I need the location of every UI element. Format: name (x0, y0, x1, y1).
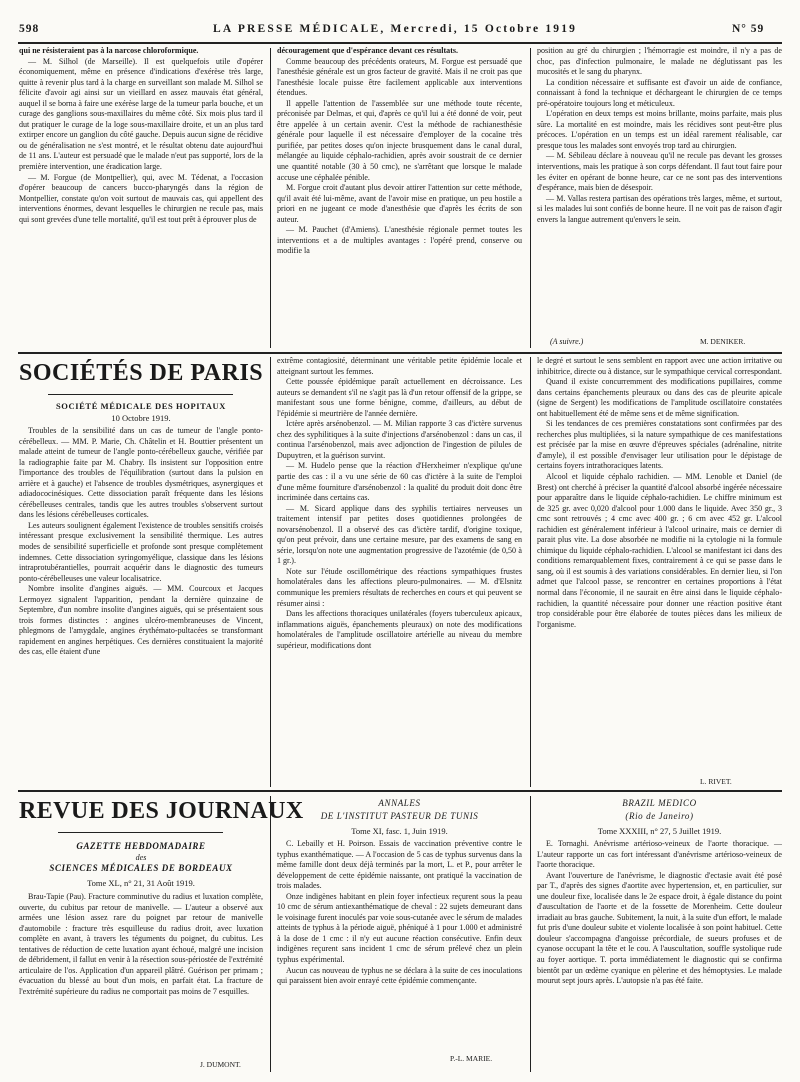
paragraph: Onze indigènes habitant en plein foyer infectieux reçurent sous la peau 10 cmc de sérum antiexanthématique de cheval : 22 sujets demeurant dans le voisinage furent inoculés par voie sous-cutanée avec le sérum de malades atteints de typhus à la période aiguë, phéniqué à 1 pour 1.000 et administré à la dose de 1 cmc : il n'y eut aucune réaction consécutive. Enfin deux indigènes reçurent sans incident 1 cmc de sérum prélevé chez un plein typhus expérimental. (277, 891, 522, 965)
author-signature: J. DUMONT. (200, 1060, 241, 1069)
journal-issue: Tome XXXIII, n° 27, 5 Juillet 1919. (597, 826, 722, 836)
journal-abstract (537, 839, 782, 1074)
top-column-2 (277, 46, 522, 351)
page-number: 598 (19, 23, 40, 35)
paragraph: Quand il existe concurremment des modifications pupillaires, comme dans certains épanchements pleuraux ou dans des cas de pleurite apicale (signe de Sergent) les modifications de l'amplitude oscillatoire constatées ont habituellement été de même sens et de même signification. (537, 377, 782, 418)
journal-abstract (19, 892, 263, 1062)
journal-name: BRAZIL MEDICO (622, 798, 697, 808)
column-divider (530, 796, 531, 1072)
title-underline (58, 832, 223, 833)
paragraph: — M. Sicard applique dans des syphilis tertiaires nerveuses un traitement intensif par petites doses quotidiennes prolongées de novarsénobenzol. Il a observé des cas d'ictère tardif, d'origine toxique, qu'on peut prévoir, dans une certaine mesure, par des examens de sang en série, lorsqu'on note une augmentation progressive de l'azotémie (de 0,50 à 1 gr.). (277, 503, 522, 566)
paragraph: qui ne résisteraient pas à la narcose chloroformique. (19, 46, 199, 55)
middle-column-2 (277, 356, 522, 788)
paragraph: le degré et surtout le sens semblent en rapport avec une action irritative ou inhibitrice, directe ou à distance, sur le sympathique cervical correspondant. (537, 356, 782, 376)
title-underline (48, 394, 233, 395)
paragraph: Note sur l'étude oscillométrique des réactions sympathiques frustes homolatérales dans les affections pleuro-pulmonaires. — M. d'Elsnitz communique les premiers résultats de recherches en cours et qui peuvent se résumer ainsi : (277, 566, 522, 608)
paragraph: position au gré du chirurgien ; l'hémorragie est moindre, il n'y a pas de choc, pas d'infection pulmonaire, le malade ne déglutissant pas les mucosités et le sang du pharynx. (537, 46, 782, 77)
session-date: 10 Octobre 1919. (111, 413, 171, 423)
column-divider (530, 48, 531, 348)
to-be-continued: (A suivre.) (550, 337, 584, 346)
middle-column-1 (19, 426, 263, 788)
author-signature: M. DENIKER. (700, 337, 746, 346)
journal-name: ANNALES (378, 798, 421, 808)
paragraph: Comme beaucoup des précédents orateurs, M. Forgue est persuadé que l'anesthésie générale est un gros facteur de gravité. Mais il ne croit pas que l'anesthésie locale puisse être facilement applicable aux interventions étendues. (277, 56, 522, 98)
paragraph: Troubles de la sensibilité dans un cas de tumeur de l'angle ponto-cérébelleux. — MM. P. Marie, Ch. Châtelin et H. Bouttier présentent un malade atteint de tumeur de l'angle ponto-cérébelleux gauche, vérifiée par la radiographie faite par M. Chabry. Ils insistent sur l'opposition entre l'importance des troubles de l'équilibration (surtout dans la pulsion en arrière et à gauche) et l'absence de troubles dysmétriques, asynergiques et adiadococinésiques. Cette dissociation paraît fréquente dans les lésions cérébelleuses centrales, tandis que les autres troubles s'observent surtout dans les lésions cérébelleuses corticales. (19, 426, 263, 520)
paragraph: — M. Hudelo pense que la réaction d'Herxheimer n'explique qu'une partie des cas : il a vu une série de 60 cas d'ictère à la suite de l'emploi d'une même fourniture d'arsénobenzol : la qualité du produit doit donc être incriminée dans certains cas. (277, 461, 522, 503)
paragraph: Nombre insolite d'angines aiguës. — MM. Courcoux et Jacques Lermoyez signalent l'apparition, pendant la dernière quinzaine de Septembre, d'un nombre insolite d'angines aiguës, qui se présentaient sous trois formes distinctes : angines ulcéro-membraneuses de Vincent, phlegmons de l'amygdale, angines érythémato-pultacées se transformant rapidement en angines herpétiques. Ces dernières constituaient la majorité des cas, elle étaient d'une (19, 584, 263, 657)
paragraph: — M. Pauchet (d'Amiens). L'anesthésie régionale permet toutes les interventions et a de multiples avantages : l'opéré prend, conserve ou modifie la (277, 225, 522, 256)
middle-column-3 (537, 356, 782, 776)
issue-number: N° 59 (732, 23, 765, 35)
journal-running-head: LA PRESSE MÉDICALE, Mercredi, 15 Octobre 1919 (213, 23, 578, 35)
paragraph: — M. Silhol (de Marseille). Il est quelquefois utile d'opérer économiquement, même en présence d'indications d'exérèse très large, quitte à revenir plus tard à la charge en surveillant son malade M. Silhol se félicite d'avoir agi ainsi sur un vieillard en assez mauvais état général, auquel il se borna à faire une exérèse large de la tumeur parla bouche, et un curage des ganglions sous-maxillaires du même côté. Six mois plus tard il dut pratiquer le curage de la loge sous-maxillaire droite, et un an plus tard extirper encore un ganglion du côté gauche. Depuis aucun signe de récidive ou de généralisation ne s'est montré, et le résultat obtenu date aujourd'hui de 11 ans. L'auteur est persuadé que le malade n'eut pas supporté, lors de la première intervention, une éradication large. (19, 56, 263, 172)
paragraph: — M. Vallas restera partisan des opérations très larges, même, et surtout, si les malades lui sont confiés de bonne heure. Il ne voit pas de raison d'agir envers la langue autrement qu'envers le sein. (537, 193, 782, 224)
top-column-3 (537, 46, 782, 334)
section-title: REVUE DES JOURNAUX (19, 798, 304, 824)
column-divider (270, 48, 271, 348)
society-name: SOCIÉTÉ MÉDICALE DES HOPITAUX (55, 401, 227, 411)
author-signature: L. RIVET. (700, 777, 732, 786)
top-column-1 (19, 46, 263, 351)
paragraph: — M. Sébileau déclare à nouveau qu'il ne recule pas devant les grosses interventions, mais les pratique à son corps défendant. Il faut tout faire pour les éviter en opérant de bonne heure, car ce ne sont pas des interventions d'espérance, mais bien de désespoir. (537, 151, 782, 193)
column-divider (530, 357, 531, 787)
journal-name: SCIENCES MÉDICALES DE BORDEAUX (49, 863, 233, 873)
paragraph: Les auteurs soulignent également l'existence de troubles sensitifs croisés intéressant presque exclusivement la sensibilité thermique. Les autres modes de sensibilité superficielle et profonde sont presque complètement indemnes. Cette dissociation syringomyélique, classique dans les lésions intraprotubérantielles, pourrait acquérir dans le diagnostic des tumeurs ponto-cérébelleuses une valeur localisatrice. (19, 520, 263, 583)
paragraph: Ictère après arsénobenzol. — M. Milian rapporte 3 cas d'ictère survenus chez des syphilitiques à la suite d'injections d'arsénobenzol : dans un cas, il continua l'arsénobenzol, mais avec adjonction de l'ingestion de pilules de Dupuytren, et la guérison survint. (277, 419, 522, 460)
paragraph: Si les tendances de ces premières constatations sont confirmées par des recherches plus multipliées, si la nature sympathique de ces manifestations est précisée par la mise en œuvre d'épreuves spéciales (adrénaline, nitrite d'amyle), il est possible d'envisager leur utilisation pour le dépistage de certains foyers intrathoraciques latents. (537, 419, 782, 471)
section-rule (18, 352, 782, 354)
paragraph: Aucun cas nouveau de typhus ne se déclara à la suite de ces inoculations qui paraissent bien avoir enrayé cette épidémie commençante. (277, 965, 522, 986)
paragraph: Dans les affections thoraciques unilatérales (foyers tuberculeux apicaux, inflammations aiguës, épanchements pleuraux) on note des modifications homolatérales de l'amplitude oscillatoire artérielle au niveau du membre supérieur, modifications dont (277, 609, 522, 650)
journal-issue: Tome XL, n° 21, 31 Août 1919. (87, 878, 195, 888)
paragraph: L'opération en deux temps est moins brillante, moins parfaite, mais plus sûre. La mortalité en est moindre, mais les récidives sont peut-être plus précoces. L'opération en un temps est un idéal rarement réalisable, car presque tous les malades sont envoyés trop tard au chirurgien. (537, 109, 782, 150)
paragraph: extrême contagiosité, déterminant une véritable petite épidémie locale et atteignant surtout les femmes. (277, 356, 522, 376)
column-divider (270, 796, 271, 1072)
journal-issue: Tome XI, fasc. 1, Juin 1919. (351, 826, 448, 836)
column-divider (270, 357, 271, 787)
journal-abstract (277, 839, 522, 1051)
paragraph: M. Forgue croit d'autant plus devoir attirer l'attention sur cette méthode, qu'il avait été lui-même, avant de l'avoir mise en pratique, un peu hostile a priori en ne jugeant ce mode d'anesthésie que d'après les écrits de son auteur. (277, 183, 522, 224)
paragraph: Il appelle l'attention de l'assemblée sur une méthode toute récente, préconisée par Delmas, et qui, d'après ce qu'il lui a été donné de voir, peut être appelée à un certain avenir. C'est la méthode de rachianesthésie générale pour laquelle il est nécessaire d'employer de la cocaïne très purifiée, par petites doses qu'on injecte brusquement dans le canal dural, mélangée au liquide céphalo-rachidien, après avoir soustrait de ce dernier une quantité notable (30 à 50 cmc), ne s'arrêtant que lorsque le malade accuse une céphalée pénible. (277, 98, 522, 182)
paragraph: Brau-Tapie (Pau). Fracture comminutive du radius et luxation complète, ouverte, du cubitus par retour de manivelle. — L'auteur a observé aux armées une lésion assez rare du poignet par retour de manivelle d'automobile : fracture très esquilleuse du radius droit, avec luxation complète en avant, à travers les téguments du poignet, du cubitus. Les tentatives de réduction de cette luxation ayant échoué, malgré une incision de débridement, il fallut en venir à la résection sous-périostée de l'extrémité articulaire de l'os. Application d'un appareil plâtré. Guérison per primam ; évacuation du blessé au bout d'un mois, en parfait état. La fracture de l'extrémité supérieure du radius ne comportait pas moins de 7 esquilles. (19, 892, 263, 996)
journal-name: DE L'INSTITUT PASTEUR DE TUNIS (320, 811, 479, 821)
header-rule (18, 42, 782, 44)
paragraph: Cette poussée épidémique paraît actuellement en décroissance. Les auteurs se demandent s'il ne s'agit pas là d'un retour offensif de la grippe, se manifestant sous une forme bénigne, comme, d'ailleurs, au début de l'épidémie si meurtrière de l'année dernière. (277, 377, 522, 418)
journal-name: (Rio de Janeiro) (625, 811, 694, 821)
paragraph: La condition nécessaire et suffisante est d'avoir un aide de confiance, connaissant à fond la technique et déchargeant le chirurgien de ce temps pré-opératoire toujours long et méticuleux. (537, 77, 782, 108)
paragraph: découragement que d'espérance devant ces résultats. (277, 46, 459, 55)
paragraph: C. Lebailly et H. Poirson. Essais de vaccination préventive contre le typhus exanthématique. — A l'occasion de 5 cas de typhus survenus dans la même famille dont deux déjà terminés par la mort, L. et P., pour arrêter le développement de cette épidémie naissante, ont pratiqué la vaccination de trois malades. (277, 839, 522, 891)
section-rule (18, 790, 782, 792)
journal-name: GAZETTE HEBDOMADAIRE (76, 841, 206, 851)
author-signature: P.-L. MARIE. (450, 1054, 493, 1063)
paragraph: Avant l'ouverture de l'anévrisme, le diagnostic d'ectasie avait été posé par T., d'après des signes d'aortite avec hypertension, et, en particulier, sur une douleur fixe, localisée dans le 2e espace droit, à égale distance du point d'auscultation de l'aorte et de la fossette de Morenheim. Cette douleur irradiait au bras gauche. Subitement, la nuit, à la suite d'un effort, le malade fut pris d'une douleur subite et violente localisée à son point habituel. Cette douleur s'accompagna d'angoisse précordiale, de sueurs profuses et de cyanose occupant la tête et le cou. A l'auscultation, souffle systolique rude au foyer aortique. T. porta immédiatement le diagnostic qui se confirma bientôt par un œdème cyanique en pèlerine et des hémoptysies. Le malade mourut sept jours après. L'autopsie n'a pas été faite. (537, 870, 782, 986)
paragraph: E. Tornaghi. Anévrisme artérioso-veineux de l'aorte thoracique. — L'auteur rapporte un cas fort intéressant d'anévrisme artérioso-veineux de l'aorte thoracique. (537, 839, 782, 870)
paragraph: — M. Forgue (de Montpellier), qui, avec M. Tédenat, a l'occasion d'opérer beaucoup de cancers bucco-pharyngés dans la région de Montpellier, constate qu'on voit surtout de mauvais cas, qui appellent des interventions énormes, devant lesquelles le chirurgien ne recule pas, mais qui sont grevées d'une telle mortalité, qu'il est tout prêt à éprouver plus de (19, 172, 263, 224)
section-title: SOCIÉTÉS DE PARIS (19, 360, 264, 386)
journal-name-connector: des (135, 853, 147, 862)
paragraph: Alcool et liquide céphalo rachidien. — MM. Lenoble et Daniel (de Brest) ont cherché à préciser la quantité d'alcool absorbé ingérée nécessaire pour apparaître dans le liquide céphalo-rachidien. Le chiffre minimum est de 325 gr. avec 0,020 d'alcool pour 1.000 dans le liquide. Avec 350 gr., 3 cmc sont retrouvés ; 4 cmc avec 400 gr. ; 6 cm avec 452 gr. L'alcool rachidien est généralement inférieur à l'alcool urinaire, mais ce dernier di parait plus vite. La dose absorbée ne modifie ni la cytologie ni la formule chimique du liquide céphalo-rachidien. L'alcool se manifestant ici dans des conditions remarquablement fixes, contrairement à ce qui se passe dans le sang, où il est soumis à des variations considérables. En dernier lieu, si l'on admet que l'alcool passe, se rencontrer en certaines proportions à l'état normal dans l'économie, il ne saurait en être ainsi dans le liquide céphalo-rachidien, la quantité nécessaire pour donner une réaction positive étant trop considérable pour être élaborée de toutes pièces dans les milieux de l'organisme. (537, 472, 782, 629)
